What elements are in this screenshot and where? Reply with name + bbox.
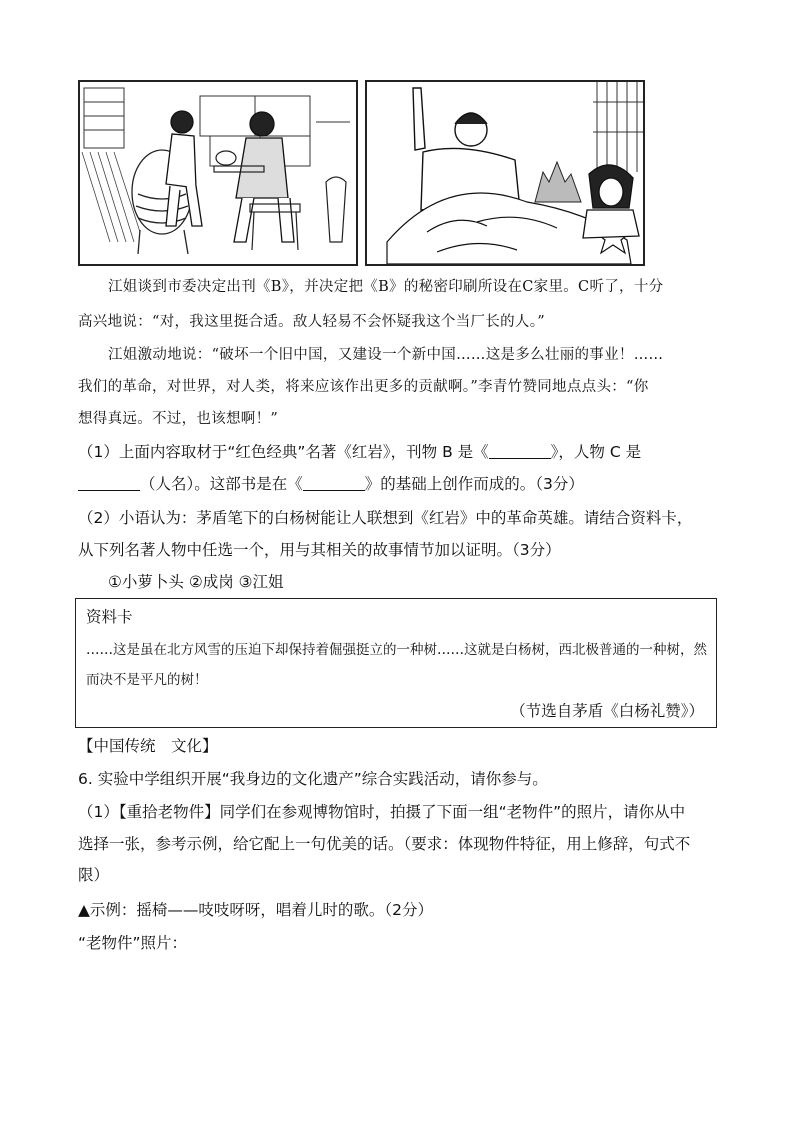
data-card-source: （节选自茅盾《白杨礼赞》） [510,702,704,720]
narrative-para2-line1: 江姐激动地说：“破坏一个旧中国，又建设一个新中国……这是多么壮丽的事业！…… [108,347,664,363]
question-1-text-a: （1）上面内容取材于“红色经典”名著《红岩》，刊物 B 是《 [78,443,489,461]
question-1-text-c: （人名）。这部书是在《 [140,475,303,493]
question-6-sub1-line1: （1）【重拾老物件】同学们在参观博物馆时，拍摄了下面一组“老物件”的照片，请你从中 [78,803,686,821]
narrative-para2-line3: 想得真远。不过，也该想啊！” [78,411,279,427]
question-6-photo-label: “老物件”照片： [78,934,188,952]
answer-blank-person-c[interactable] [78,473,140,491]
question-1-text-b: 》，人物 C 是 [550,443,642,461]
question-1-line2 [78,469,714,499]
data-card-text: ……这是虽在北方风雪的压迫下却保持着倔强挺立的一种树……这就是白杨树，西北极普通的一种树，然而决不是平凡的树！ [86,642,707,688]
answer-blank-source-book[interactable] [303,473,365,491]
illustration-jiangjie-and-c-talking [78,80,358,266]
question-2-line2: 从下列名著人物中任选一个，用与其相关的故事情节加以证明。（3分） [78,541,561,559]
question-6-example: ▲示例：摇椅——吱吱呀呀，唱着儿时的歌。（2分） [78,901,434,919]
answer-blank-journal-b[interactable] [489,441,551,459]
question-2-options: ①小萝卜头 ②成岗 ③江姐 [108,573,284,591]
question-1-line1 [78,437,714,467]
section-heading: 【中国传统 文化】 [78,737,218,755]
illustration-jiangjie-red-flag [365,80,645,266]
question-6-intro: 6. 实验中学组织开展“我身边的文化遗产”综合实践活动，请你参与。 [78,770,548,788]
data-card [75,598,717,728]
narrative-para1-line1: 江姐谈到市委决定出刊《B》，并决定把《B》的秘密印刷所设在C家里。C听了，十分 [108,279,664,295]
question-1-text-d: 》的基础上创作而成的。（3分） [364,475,584,493]
narrative-para2-line2: 我们的革命，对世界，对人类，将来应该作出更多的贡献啊。”李青竹赞同地点点头：“你 [78,379,649,395]
question-2-line1: （2）小语认为：茅盾笔下的白杨树能让人联想到《红岩》中的革命英雄。请结合资料卡， [78,509,693,527]
narrative-para1-line2: 高兴地说：“对，我这里挺合适。敌人轻易不会怀疑我这个当厂长的人。” [78,314,545,330]
question-6-sub1-line2: 选择一张，参考示例，给它配上一句优美的话。（要求：体现物件特征，用上修辞，句式不 [78,835,691,853]
question-6-sub1-line3: 限） [78,866,110,884]
data-card-title: 资料卡 [86,608,133,626]
